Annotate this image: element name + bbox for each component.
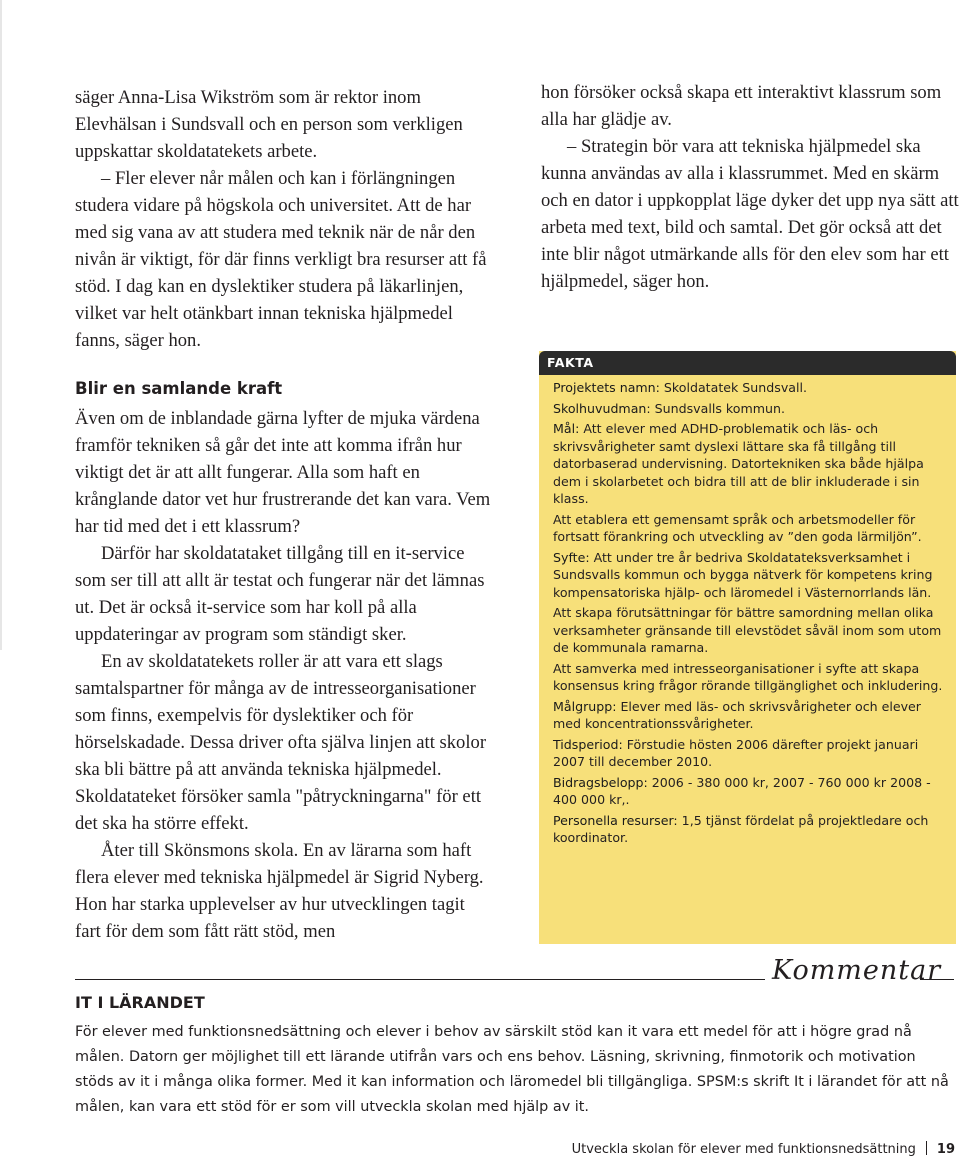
fakta-item-label: Bidragsbelopp:	[553, 774, 648, 790]
comment-heading: IT I LÄRANDET	[75, 993, 205, 1012]
fakta-item	[553, 420, 949, 508]
comment-title: Kommentar	[772, 955, 942, 986]
fakta-item	[553, 774, 949, 809]
fakta-item-label: Skolhuvudman	[553, 400, 647, 416]
fakta-item	[553, 400, 949, 418]
left-column	[75, 84, 495, 945]
page-footer	[572, 1141, 955, 1159]
footer-separator	[926, 1141, 927, 1155]
fakta-item-text: Att under tre år bedriva Skoldatateksverksamhet i Sundsvalls kommun och bygga nätverk för kompetens kring kompensatoriska hjälp- och läromedel i Västernorrlands län.	[553, 549, 933, 600]
paragraph: En av skoldatatekets roller är att vara ett slags samtalspartner för många av de intresseorganisationer som finns, exempelvis för dyslektiker och för hörselskadade. Dessa driver ofta själva linjen att skolor ska bli bättre på att använda tekniska hjälpmedel. Skoldatateket försöker samla "påtryckningarna" för ett det ska ha större effekt.	[75, 651, 487, 834]
page-number: 19	[936, 1142, 955, 1157]
paragraph: – Strategin bör vara att tekniska hjälpmedel ska kunna användas av alla i klassrummet. Med en skärm och en dator i uppkopplat läge dyker det upp nya sätt att arbeta med text, bild och samtal. Det gör också att det inte blir något utmärkande alls för den elev som har ett hjälpmedel, säger hon.	[541, 136, 959, 292]
fakta-item-text: Förstudie hösten 2006 därefter projekt januari 2007 till december 2010.	[553, 736, 919, 769]
paragraph: Åter till Skönsmons skola. En av lärarna som haft flera elever med tekniska hjälpmedel är Sigrid Nyberg. Hon har starka upplevelser av hur utvecklingen tagit fart för dem som fått rätt stöd, men	[75, 840, 484, 942]
fakta-item	[553, 604, 949, 657]
fakta-item-text: Att skapa förutsättningar för bättre samordning mellan olika verksamheter gränsande till elevstödet såväl inom som utom de kommunala ramarna.	[553, 605, 942, 655]
paragraph: Även om de inblandade gärna lyfter de mjuka värdena framför tekniken så går det inte att komma ifrån hur viktigt det är att allt fungerar. Alla som haft en krånglande dator vet hur frustrerande det kan vara. Vem har tid med det i ett klassrum?	[75, 408, 491, 537]
fakta-body	[553, 379, 949, 850]
section-heading: Blir en samlande kraft	[75, 379, 283, 398]
paragraph: Därför har skoldatataket tillgång till en it-service som ser till att allt är testat och fungerar när det lämnas ut. Det är också it-service som har koll på alla uppdateringar av program som ständigt sker.	[75, 543, 485, 645]
paragraph: säger Anna-Lisa Wikström som är rektor inom Elevhälsan i Sundsvall och en person som verkligen uppskattar skoldatatekets arbete.	[75, 87, 463, 162]
fakta-item-label: Målgrupp:	[553, 698, 617, 714]
page-edge	[0, 0, 2, 650]
fakta-item-text: 2006 - 380 000 kr, 2007 - 760 000 kr 2008 - 400 000 kr,.	[553, 774, 931, 807]
fakta-label: FAKTA	[547, 355, 594, 370]
fakta-item	[553, 698, 949, 733]
fakta-item	[553, 549, 949, 602]
fakta-box	[539, 351, 956, 944]
fakta-tab	[539, 351, 956, 375]
fakta-item-text: 1,5 tjänst fördelat på projektledare och koordinator.	[553, 812, 929, 845]
comment-body: För elever med funktionsnedsättning och elever i behov av särskilt stöd kan it vara ett medel för att i högre grad nå målen. Datorn ger möjlighet till ett lärande utifrån vars och ens behov. Läsning, skrivning, finmotorik och motivation stöds av it i många olika former. Med it kan information och läromedel bli tillgängliga. SPSM:s skrift It i lärandet för att nå målen, kan vara ett stöd för er som vill utveckla skolan med hjälp av it.	[75, 1024, 949, 1115]
paragraph: – Fler elever når målen och kan i förlängningen studera vidare på högskola och universitet. Att de har med sig vana av att studera med teknik när de når den nivån är viktigt, för där finns verkligt bra resurser att få stöd. I dag kan en dyslektiker studera på läkarlinjen, vilket var helt otänkbart innan tekniska hjälpmedel fanns, säger hon.	[75, 168, 487, 351]
fakta-item-text: Elever med läs- och skrivsvårigheter och elever med koncentrationssvårigheter.	[553, 698, 921, 731]
fakta-item	[553, 660, 949, 695]
footer-title: Utveckla skolan för elever med funktionsnedsättning	[571, 1142, 916, 1157]
fakta-item	[553, 511, 949, 546]
right-column	[541, 79, 960, 295]
fakta-item	[553, 379, 949, 397]
fakta-item-text: Att elever med ADHD-problematik och läs- och skrivsvårigheter samt dyslexi lättare ska få tillgång till datorbaserad undervisning. Datortekniken ska både hjälpa dem i skolarbetet och bidra till att de blir inkluderade i sin klass.	[553, 421, 924, 506]
fakta-item	[553, 812, 949, 847]
fakta-item-label: Tidsperiod:	[553, 736, 623, 752]
fakta-item-label: Syfte:	[553, 549, 590, 565]
fakta-item-text: Att etablera ett gemensamt språk och arbetsmodeller för fortsatt förankring och utveckling av ”den goda lärmiljön”.	[553, 511, 922, 544]
fakta-item-text: Att samverka med intresseorganisationer i syfte att skapa konsensus kring frågor rörande tillgänglighet och inkludering.	[553, 660, 943, 693]
fakta-item-text: Skoldatatek Sundsvall.	[659, 380, 807, 395]
paragraph: hon försöker också skapa ett interaktivt klassrum som alla har glädje av.	[541, 82, 942, 130]
fakta-item	[553, 736, 949, 771]
fakta-item-label: Personella resurser:	[553, 812, 678, 828]
fakta-item-label: Mål:	[553, 421, 580, 436]
fakta-item-text: : Sundsvalls kommun.	[646, 400, 785, 416]
comment-rule	[75, 979, 765, 980]
fakta-item-label: Projektets namn:	[553, 380, 660, 395]
